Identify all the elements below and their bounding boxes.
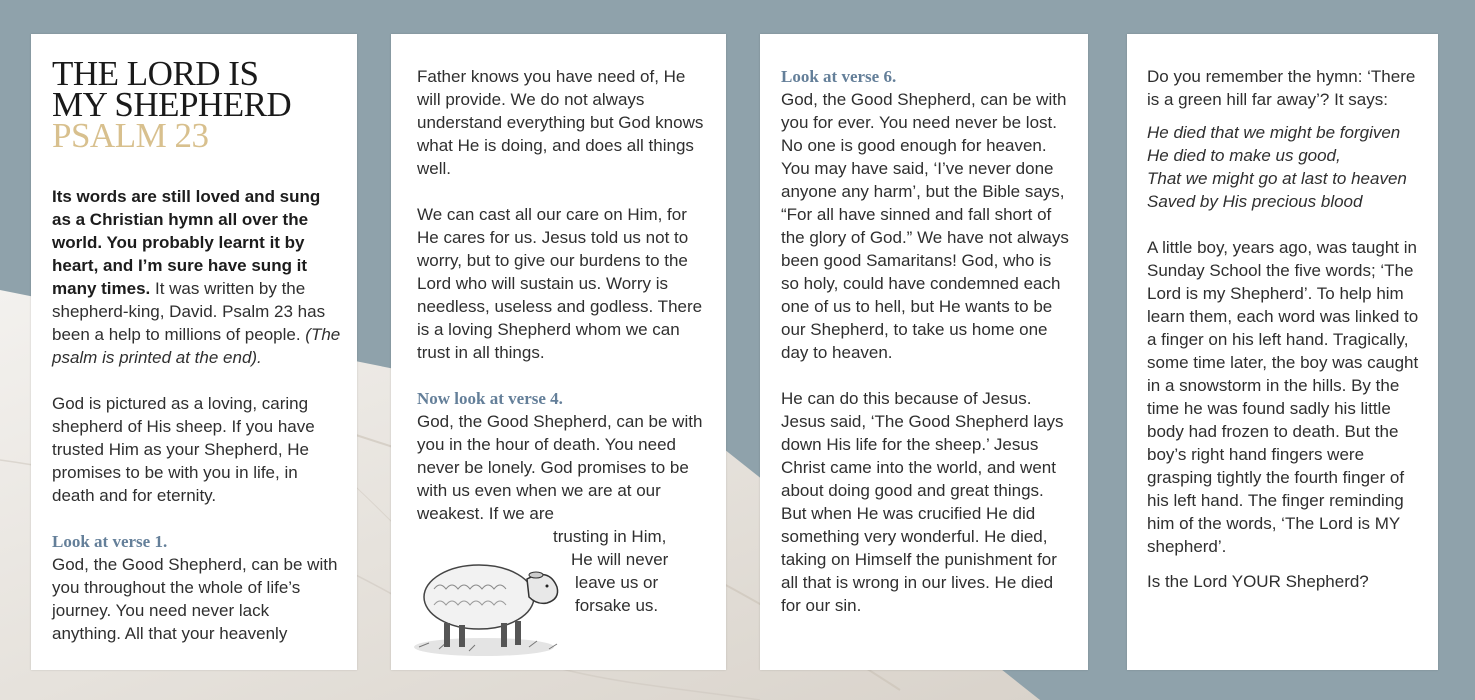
hymn-line-4: Saved by His precious blood bbox=[1147, 192, 1363, 211]
story-paragraph: A little boy, years ago, was taught in Sunday School the five words; ‘The Lord is my Shepherd’. To help him learn them, each word was linked to a finger on his left hand. Tragically, some time later, the boy was caught in a snowstorm in the hills. By the time he was found sadly his little body had frozen to death. But the boy’s right hand fingers were grasping tightly the fourth finger of his left hand. The finger reminding him of the words, ‘The Lord is MY shepherd’. bbox=[1147, 238, 1419, 556]
verse-4-heading: Now look at verse 4. bbox=[417, 389, 563, 408]
sheep-illustration bbox=[409, 539, 574, 659]
verse-4-line-4: forsake us. bbox=[575, 596, 659, 615]
jesus-paragraph: He can do this because of Jesus. Jesus said, ‘The Good Shepherd lays down His life for the sheep.’ Jesus Christ came into the world, and went about doing good and great things. But when He was crucified He did something very wonderful. He died, taking on Himself the punishment for all that is wrong in our lives. He died for our sin. bbox=[781, 389, 1064, 615]
panel-4 bbox=[1127, 34, 1438, 670]
verse-6-text: God, the Good Shepherd, can be with you for ever. You need never be lost. No one is good enough for heaven. You may have said, ‘I’ve never done anyone any harm’, but the Bible says, “For all have sinned and fall short of the glory of God.” We have not always been good Samaritans! God, who is so holy, could have condemned each one of us to hell, but He wants to be our Shepherd, to take us home one day to heaven. bbox=[781, 90, 1069, 362]
page-title-line-2: MY SHEPHERD bbox=[52, 85, 292, 124]
verse-4-line-3: leave us or bbox=[575, 573, 659, 592]
psalm-subtitle: PSALM 23 bbox=[52, 116, 209, 155]
hymn-line-3: That we might go at last to heaven bbox=[1147, 169, 1407, 188]
sheep-caption bbox=[553, 525, 723, 617]
sheep-section bbox=[417, 525, 710, 685]
panel-3 bbox=[760, 34, 1088, 670]
panel-1 bbox=[31, 34, 357, 670]
intro-paragraph bbox=[52, 185, 341, 369]
verse-4-line-2: He will never bbox=[571, 550, 669, 569]
provide-paragraph: Father knows you have need of, He will provide. We do not always understand everything but God knows what He is doing, and does all things well. bbox=[417, 67, 704, 178]
verse-1-text: God, the Good Shepherd, can be with you throughout the whole of life’s journey. You need never lack anything. All that your heavenly bbox=[52, 555, 338, 643]
verse-4-text: God, the Good Shepherd, can be with you in the hour of death. You need never be lonely. God promises to be with us even when we are at our weakest. If we are bbox=[417, 412, 703, 523]
shepherd-paragraph: God is pictured as a loving, caring shepherd of His sheep. If you have trusted Him as your Shepherd, He promises to be with you in life, in death and for eternity. bbox=[52, 394, 315, 505]
care-paragraph: We can cast all our care on Him, for He cares for us. Jesus told us not to worry, but to give our burdens to the Lord who will sustain us. Worry is needless, useless and godless. There is a loving Shepherd whom we can trust in all things. bbox=[417, 205, 703, 362]
hymn-intro: Do you remember the hymn: ‘There is a green hill far away’? It says: bbox=[1147, 67, 1416, 109]
intro-bold-text: Its words are still loved and sung as a Christian hymn all over the world. You probably learnt it by heart, and I’m sure have sung it many times. bbox=[52, 187, 321, 298]
verse-6-heading: Look at verse 6. bbox=[781, 67, 897, 86]
verse-1-heading: Look at verse 1. bbox=[52, 532, 168, 551]
verse-4-line-1: trusting in Him, bbox=[553, 527, 667, 546]
page-title-line-1: THE LORD IS bbox=[52, 54, 259, 93]
hymn-line-1: He died that we might be forgiven bbox=[1147, 123, 1401, 142]
hymn-line-2: He died to make us good, bbox=[1147, 146, 1341, 165]
closing-question: Is the Lord YOUR Shepherd? bbox=[1147, 572, 1369, 591]
intro-italic-note: (The psalm is printed at the end). bbox=[52, 325, 341, 367]
intro-text: It was written by the shepherd-king, David. Psalm 23 has been a help to millions of people. bbox=[52, 279, 326, 344]
panel-2 bbox=[391, 34, 726, 670]
